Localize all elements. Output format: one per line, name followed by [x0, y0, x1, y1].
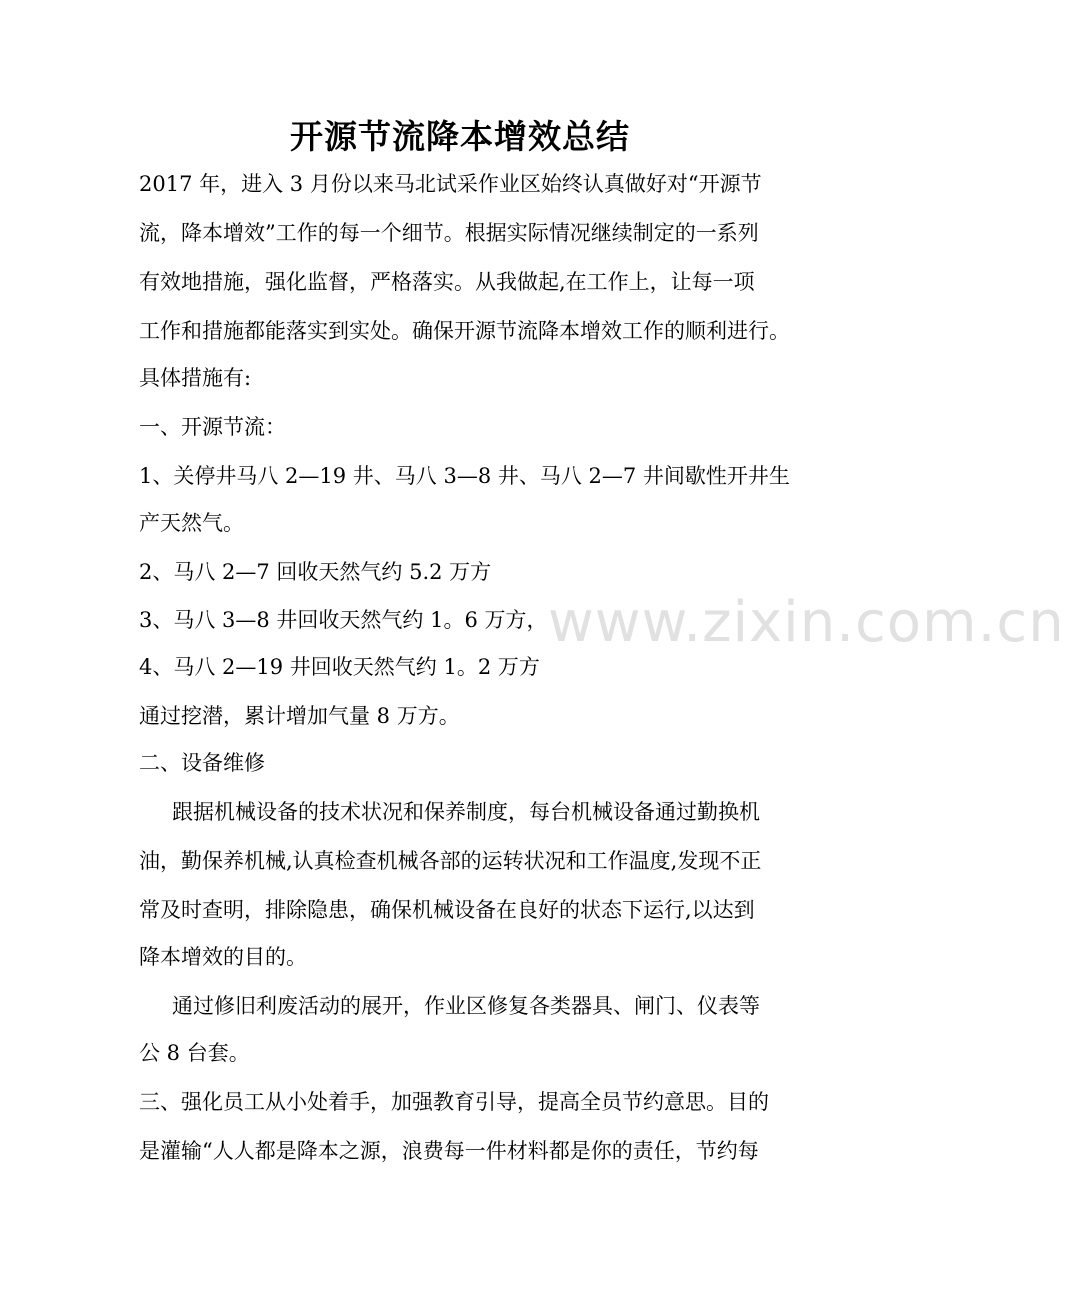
- section-heading: 三、强化员工从小处着手，加强教育引导，提高全员节约意思。目的: [139, 1090, 769, 1114]
- list-item-continuation: 产天然气。: [139, 511, 244, 535]
- section-heading: 二、设备维修: [139, 751, 265, 775]
- list-item: 3、马八 3—8 井回收天然气约 1。6 万方，: [139, 608, 548, 632]
- paragraph-line: 公 8 台套。: [139, 1041, 250, 1065]
- paragraph-line: 流，降本增效”工作的每一个细节。根据实际情况继续制定的一系列: [139, 221, 759, 245]
- document-title: 开源节流降本增效总结: [290, 117, 630, 156]
- paragraph-line: 油，勤保养机械,认真检查机械各部的运转状况和工作温度,发现不正: [139, 849, 762, 873]
- list-item: 2、马八 2—7 回收天然气约 5.2 万方: [139, 560, 492, 584]
- paragraph-line: 2017 年，进入 3 月份以来马北试采作业区始终认真做好对“开源节: [139, 172, 762, 196]
- list-item: 1、关停井马八 2—19 井、马八 3—8 井、马八 2—7 井间歇性开井生: [139, 464, 790, 488]
- paragraph-line: 降本增效的目的。: [139, 945, 307, 969]
- section-heading: 一、开源节流：: [139, 415, 286, 439]
- paragraph-line: 具体措施有:: [139, 366, 252, 390]
- paragraph-line: 有效地措施，强化监督，严格落实。从我做起,在工作上，让每一项: [139, 270, 755, 294]
- paragraph-line: 跟据机械设备的技术状况和保养制度，每台机械设备通过勤换机: [172, 800, 760, 824]
- watermark: www.zixin.com.cn: [548, 590, 1065, 655]
- paragraph-line: 是灌输“人人都是降本之源，浪费每一件材料都是你的责任，节约每: [139, 1139, 759, 1163]
- paragraph-line: 工作和措施都能落实到实处。确保开源节流降本增效工作的顺利进行。: [139, 319, 790, 343]
- paragraph-line: 常及时查明，排除隐患，确保机械设备在良好的状态下运行,以达到: [139, 898, 755, 922]
- paragraph-line: 通过修旧利废活动的展开，作业区修复各类器具、闸门、仪表等: [172, 994, 760, 1018]
- list-item: 4、马八 2—19 井回收天然气约 1。2 万方: [139, 655, 540, 679]
- paragraph-line: 通过挖潜，累计增加气量 8 万方。: [139, 704, 460, 728]
